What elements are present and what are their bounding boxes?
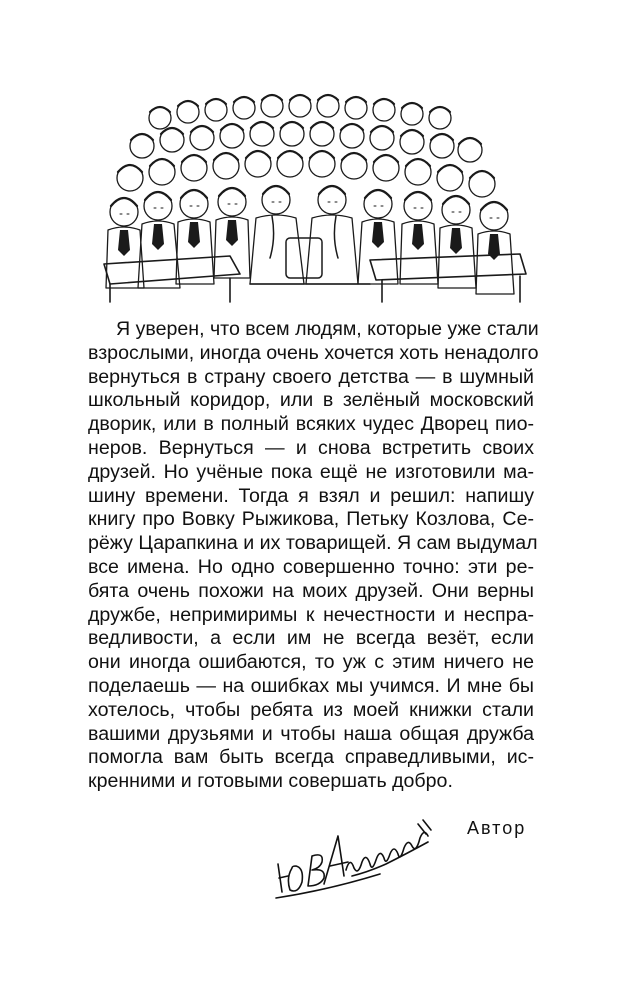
paragraph-line: дружбе, непримиримы к нечестности и неспра- <box>88 603 534 626</box>
paragraph-line: они иногда ошибаются, то уж с этим ничего не <box>88 651 534 674</box>
paragraph-line: ведливости, а если им не всегда везёт, если <box>88 627 534 650</box>
foreword-text <box>88 318 539 794</box>
paragraph-line: неров. Вернуться — и снова встретить своих <box>88 436 534 459</box>
author-label: Автор <box>467 818 527 838</box>
paragraph-line: вернуться в страну своего детства — в шумный <box>88 365 534 388</box>
paragraph-line: вашими друзьями и чтобы наша общая дружба <box>88 722 534 745</box>
paragraph-line: друзей. Но учёные пока ещё не изготовили ма- <box>88 460 534 483</box>
paragraph-line: книгу про Вовку Рыжикова, Петьку Козлова, Се- <box>88 508 534 531</box>
paragraph-line: шину времени. Тогда я взял и решил: напишу <box>88 484 534 507</box>
paragraph-line: Я уверен, что всем людям, которые уже стали <box>116 318 539 340</box>
paragraph-line: рёжу Царапкина и их товарищей. Я сам выдумал <box>88 532 538 555</box>
group-of-children-drawing-icon <box>100 88 530 306</box>
paragraph-line: кренними и готовыми совершать добро. <box>88 770 453 793</box>
paragraph-line: поделаешь — на ошибках мы учимся. И мне бы <box>88 674 534 697</box>
paragraph-line: бята очень похожи на моих друзей. Они верны <box>88 579 534 602</box>
paragraph-line: школьный коридор, или в зелёный московский <box>88 389 534 412</box>
children-group-illustration <box>100 88 530 306</box>
paragraph-line: хотелось, чтобы ребята из моей книжки стали <box>88 698 534 721</box>
author-signature <box>268 806 438 906</box>
paragraph-line: помогла вам быть всегда справедливыми, ис- <box>88 746 534 769</box>
handwritten-signature-icon <box>268 806 438 906</box>
paragraph-line: все имена. Но одно совершенно точно: эти ре- <box>88 555 534 578</box>
paragraph-line: дворик, или в полный всяких чудес Дворец пио- <box>88 413 534 436</box>
paragraph-line: взрослыми, иногда очень хочется хоть ненадолго <box>88 341 539 364</box>
